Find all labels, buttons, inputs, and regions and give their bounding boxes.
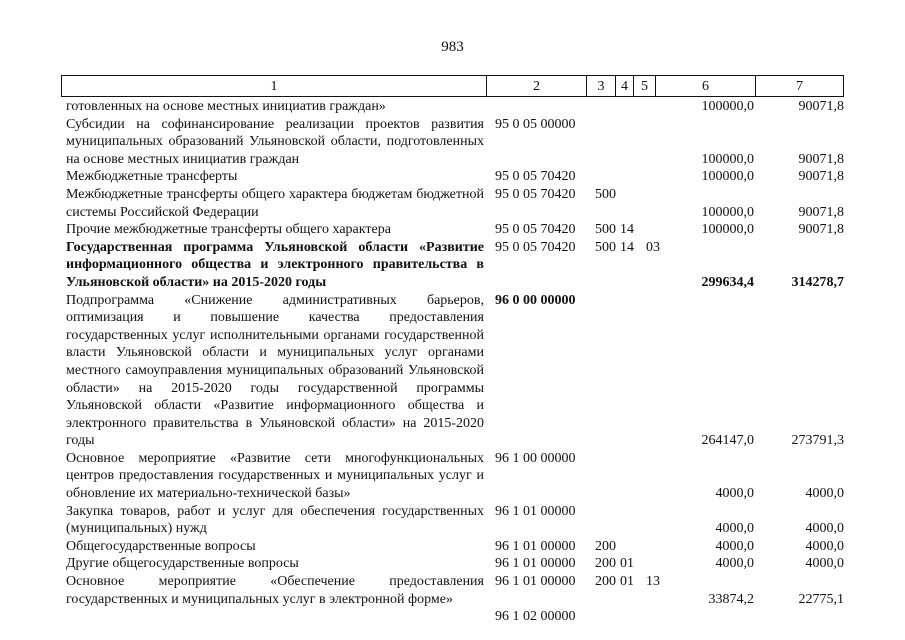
row-amount-col6: 4000,0 (715, 538, 754, 554)
row-amount-col6: 100000,0 (701, 169, 754, 185)
row-description: Межбюджетные трансферты общего характера бюджетам бюджетной системы Российской Федерации (66, 186, 484, 220)
row-amount-col7: 314278,7 (791, 274, 844, 290)
row-amount-col7: 4000,0 (805, 486, 844, 502)
row-description: Основное мероприятие «Обеспечение предоставления государственных и муниципальных услуг в электронной форме» (66, 574, 484, 607)
row-description: Прочие межбюджетные трансферты общего характера (66, 222, 391, 238)
row-description: Общегосударственные вопросы (66, 538, 256, 554)
table-row: Государственная программа Ульяновской области «Развитие информационного общества и электронного правительства в Ульяновской области» на 2015-2020 годы 96 0 00 00000 299634,4 314278,7 (66, 239, 844, 308)
table-row: готовленных на основе местных инициатив граждан» 95 0 05 00000 100000,0 90071,8 (66, 99, 844, 132)
header-col-1: 1 (61, 75, 487, 97)
row-description: Другие общегосударственные вопросы (66, 556, 299, 572)
row-amount-col6: 100000,0 (701, 204, 754, 220)
table-row: Субсидии на софинансирование реализации проектов развития муниципальных образований Ульяновской области, подготовленных на основе местных инициатив граждан 95 0 05 70420 100000,0 90071,8 (66, 116, 844, 185)
table-row: Прочие межбюджетные трансферты общего характера 95 0 05 70420 500 14 03 100000,0 90071,8 (66, 222, 844, 255)
row-description: готовленных на основе местных инициатив граждан» (66, 99, 386, 114)
row-amount-col6: 299634,4 (701, 274, 754, 290)
header-col-6: 6 (655, 75, 756, 97)
header-col-7: 7 (755, 75, 844, 97)
table-row: Межбюджетные трансферты 95 0 05 70420 500 100000,0 90071,8 (66, 169, 844, 202)
table-header (61, 75, 844, 99)
table-row: Подпрограмма «Снижение административных барьеров, оптимизация и повышение качества предоставления государственных услуг исполнительными органами государственной власти Ульяновской области и муниципальных услуг органами местного самоуправления муниципальных образований Ульяновской области» на 2015-2020 годы государственной программы Ульяновской области «Развитие информационного общества и электронного правительства в Ульяновской области» на 2015-2020 годы 96 1 00 00000 264147,0 273791,3 (66, 292, 844, 466)
row-amount-col7: 90071,8 (798, 169, 844, 185)
row-description: Межбюджетные трансферты (66, 169, 238, 185)
row-amount-col7: 22775,1 (798, 591, 844, 607)
row-amount-col7: 4000,0 (805, 521, 844, 537)
row-amount-col6: 33874,2 (708, 591, 754, 607)
page-number: 983 (441, 39, 464, 55)
header-col-3: 3 (586, 75, 616, 97)
row-amount-col7: 273791,3 (791, 433, 844, 449)
row-amount-col6: 264147,0 (701, 433, 754, 449)
table-row: Общегосударственные вопросы 96 1 01 00000 200 01 4000,0 4000,0 (66, 538, 844, 572)
table-row: Межбюджетные трансферты общего характера бюджетам бюджетной системы Российской Федерации 95 0 05 70420 500 14 100000,0 90071,8 (66, 186, 844, 238)
row-amount-col7: 90071,8 (798, 204, 844, 220)
row-amount-col6: 4000,0 (715, 521, 754, 537)
header-col-2: 2 (486, 75, 587, 97)
header-col-4: 4 (615, 75, 634, 97)
row-description: Государственная программа Ульяновской области «Развитие информационного общества и электронного правительства в Ульяновской области» на 2015-2020 годы (66, 239, 484, 290)
row-amount-col7: 90071,8 (798, 222, 844, 238)
row-amount-col7: 4000,0 (805, 538, 844, 554)
row-amount-col6: 4000,0 (715, 556, 754, 572)
row-amount-col7: 4000,0 (805, 556, 844, 572)
row-amount-col6: 100000,0 (701, 151, 754, 167)
row-amount-col6: 100000,0 (701, 99, 754, 114)
row-description: Подпрограмма «Снижение административных барьеров, оптимизация и повышение качества предоставления государственных услуг исполнительными органами государственной власти Ульяновской области и муниципальных услуг органами местного самоуправления муниципальных образований Ульяновской области» на 2015-2020 годы государственной программы Ульяновской области «Развитие информационного общества и электронного правительства в Ульяновской области» на 2015-2020 годы (66, 292, 484, 449)
table-body (0, 98, 905, 625)
row-amount-col6: 4000,0 (715, 486, 754, 502)
row-amount-col7: 90071,8 (798, 99, 844, 114)
header-col-5: 5 (633, 75, 656, 97)
table-row: Основное мероприятие «Обеспечение предоставления государственных и муниципальных услуг в электронной форме» 96 1 02 00000 33874,2 22775,1 (66, 574, 844, 625)
row-amount-col6: 100000,0 (701, 222, 754, 238)
row-description: Субсидии на софинансирование реализации проектов развития муниципальных образований Ульяновской области, подготовленных на основе местных инициатив граждан (66, 116, 484, 167)
table-row: Другие общегосударственные вопросы 96 1 01 00000 200 01 13 4000,0 4000,0 (66, 556, 844, 590)
row-description: Закупка товаров, работ и услуг для обеспечения государственных (муниципальных) нужд (66, 503, 484, 537)
row-amount-col7: 90071,8 (798, 151, 844, 167)
row-description: Основное мероприятие «Развитие сети многофункциональных центров предоставления государственных и муниципальных услуг и обновление их материально-технической базы» (66, 450, 484, 502)
table-row: Закупка товаров, работ и услуг для обеспечения государственных (муниципальных) нужд 96 1 01 00000 200 4000,0 4000,0 (66, 503, 844, 554)
table-row: Основное мероприятие «Развитие сети многофункциональных центров предоставления государственных и муниципальных услуг и обновление их материально-технической базы» 96 1 01 00000 4000,0 4000,0 (66, 450, 844, 519)
